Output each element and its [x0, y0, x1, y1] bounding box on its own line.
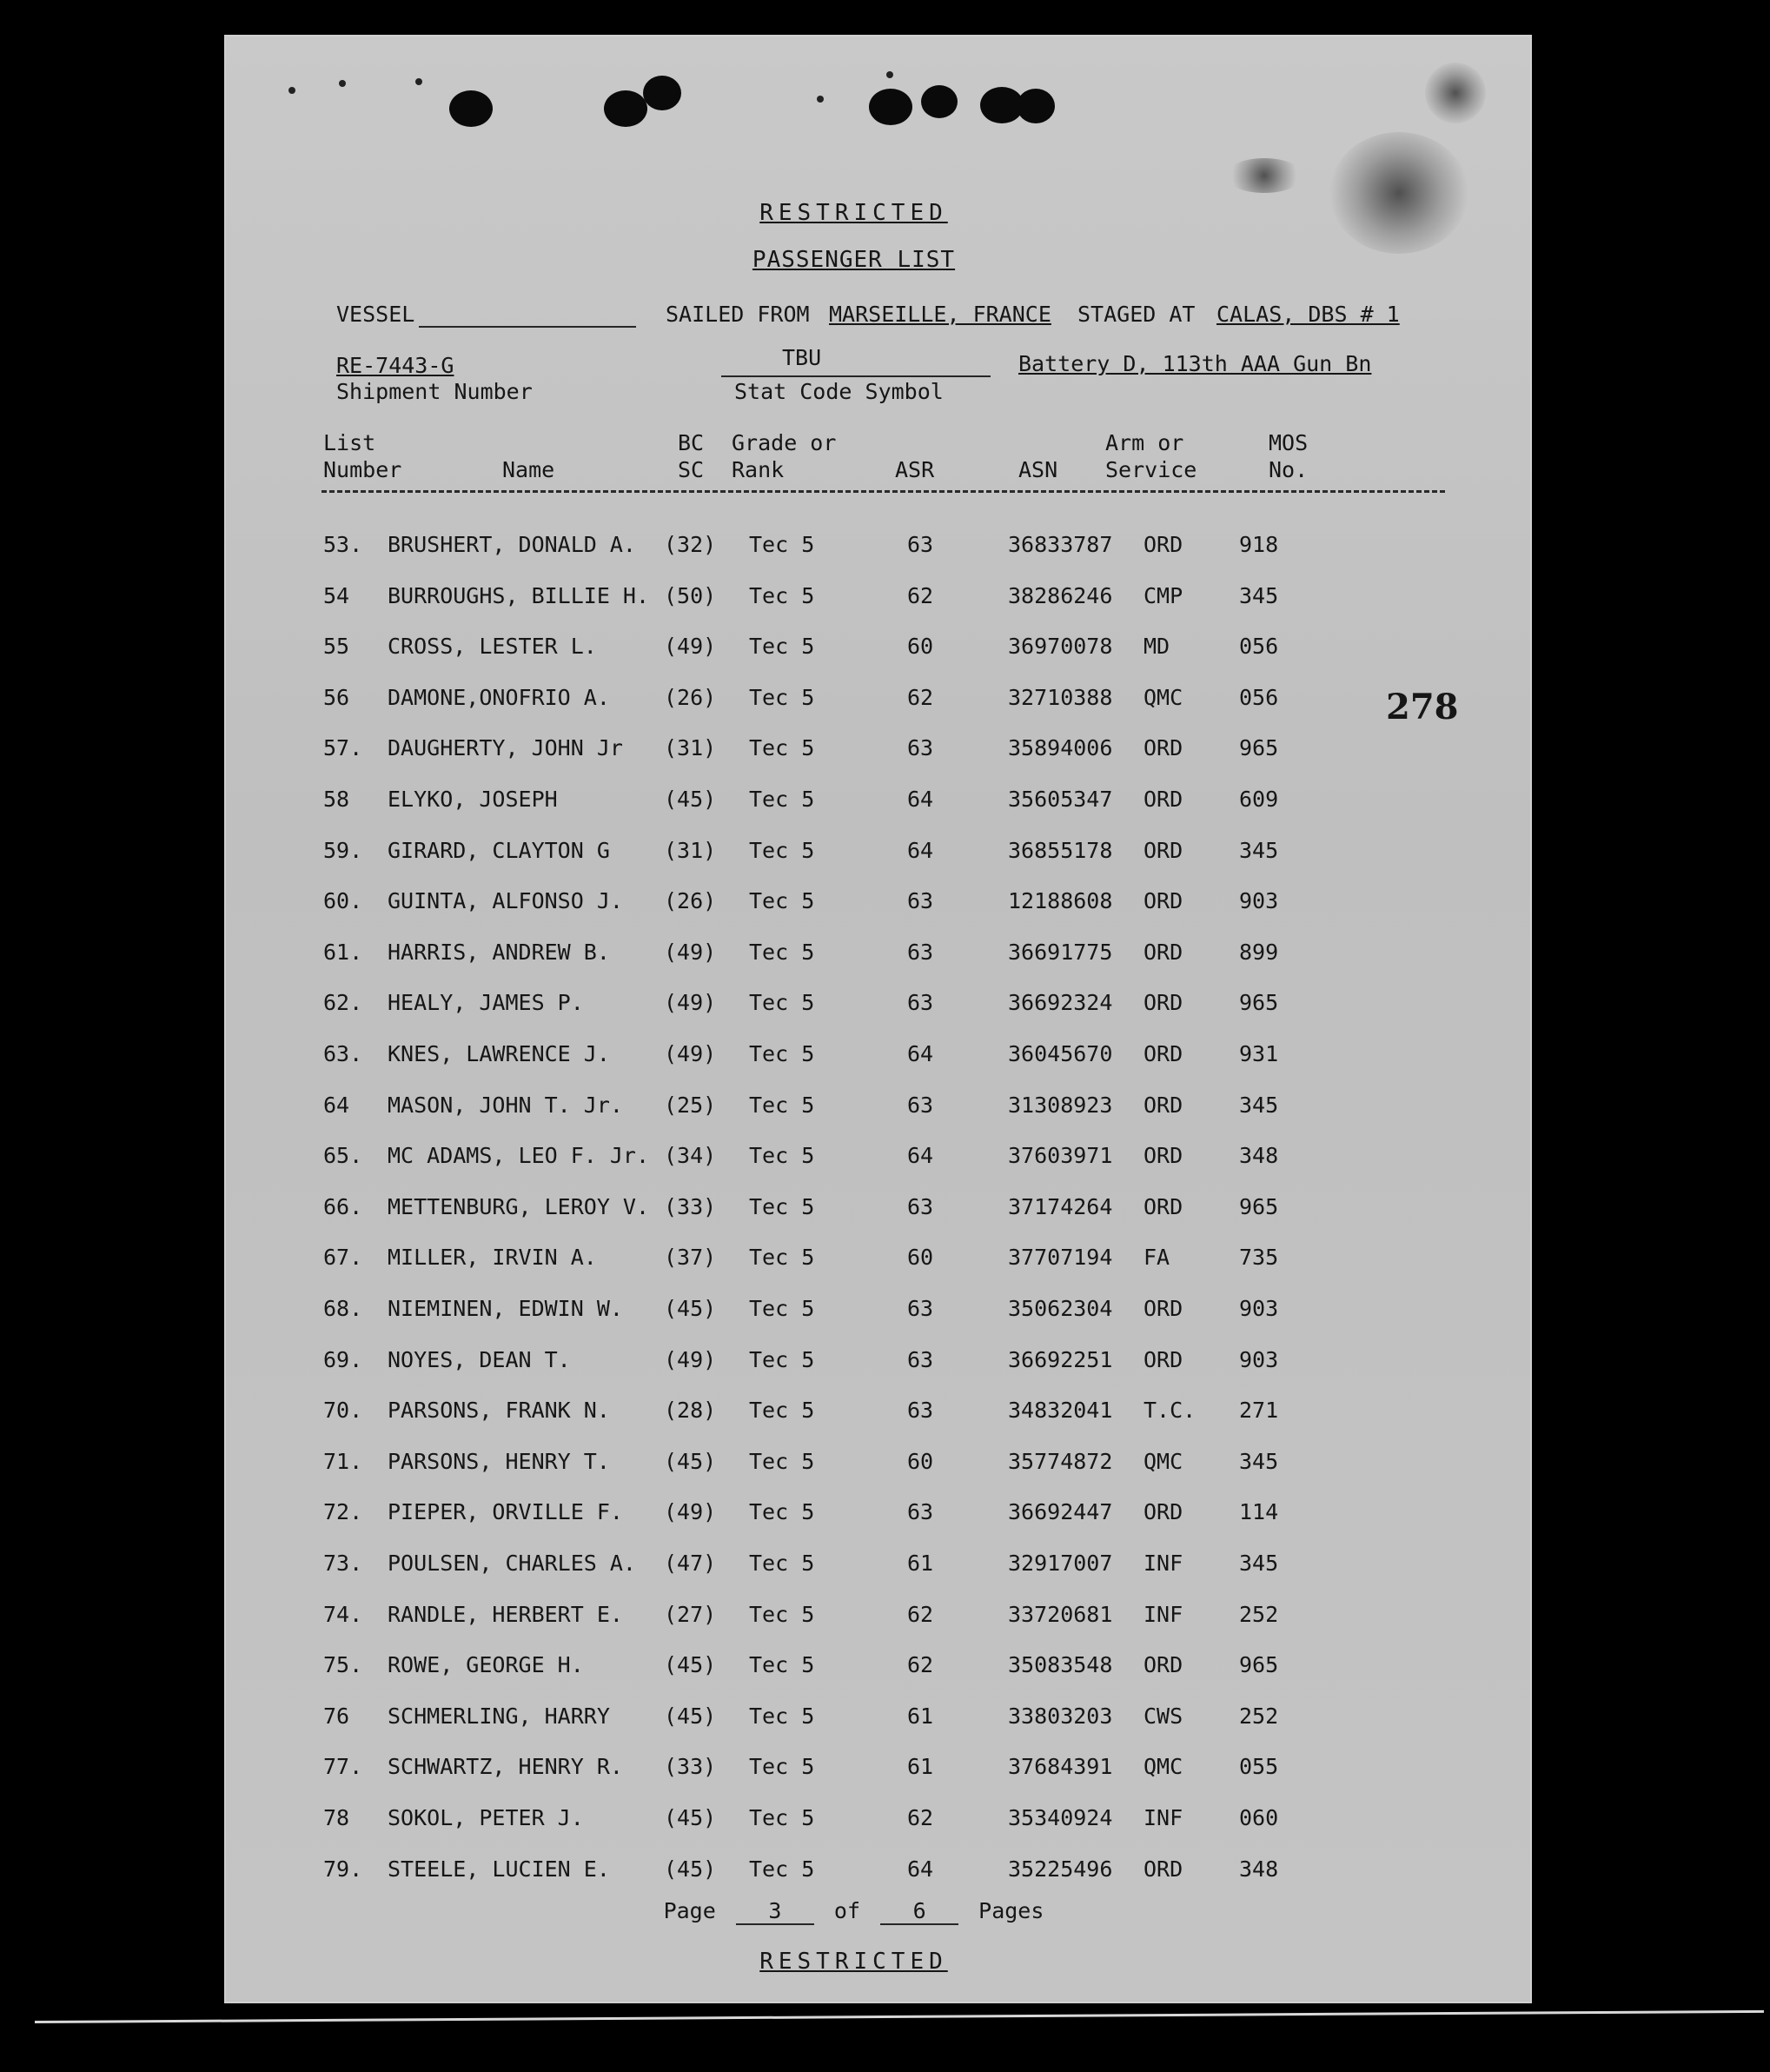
arm-service: QMC	[1144, 1754, 1183, 1780]
passenger-name: NIEMINEN, EDWIN W.	[388, 1296, 623, 1321]
asr-score: 63	[907, 1499, 934, 1525]
ink-smudge	[1329, 132, 1468, 254]
bc-sc-code: (33)	[664, 1193, 717, 1219]
grade-rank: Tec 5	[749, 1652, 815, 1678]
asn-serial: 36045670	[1008, 1041, 1113, 1066]
mos-number: 345	[1239, 837, 1279, 863]
list-number: 64	[323, 1092, 350, 1118]
mos-number: 903	[1239, 888, 1279, 914]
asn-serial: 37603971	[1008, 1143, 1113, 1169]
col-header-mos	[1269, 429, 1308, 483]
asr-score: 62	[907, 684, 934, 710]
bc-sc-code: (49)	[664, 1499, 717, 1525]
col-header-service: Service	[1105, 457, 1197, 482]
asr-score: 61	[907, 1754, 934, 1780]
list-number: 70.	[323, 1398, 363, 1424]
bc-sc-code: (32)	[664, 532, 717, 557]
asr-score: 64	[907, 1143, 934, 1169]
punch-hole	[643, 76, 681, 110]
arm-service: ORD	[1144, 787, 1183, 812]
list-number: 57.	[323, 735, 363, 761]
shipment-number-label: Shipment Number	[336, 379, 533, 404]
table-row	[226, 1398, 1530, 1448]
arm-service: ORD	[1144, 990, 1183, 1016]
asn-serial: 36691775	[1008, 939, 1113, 965]
mos-number: 965	[1239, 990, 1279, 1016]
bc-sc-code: (31)	[664, 837, 717, 863]
passenger-name: KNES, LAWRENCE J.	[388, 1041, 610, 1066]
header-divider	[322, 490, 1445, 493]
col-header-arm	[1105, 429, 1197, 483]
bc-sc-code: (26)	[664, 684, 717, 710]
mos-number: 965	[1239, 1193, 1279, 1219]
grade-rank: Tec 5	[749, 787, 815, 812]
table-row	[226, 1805, 1530, 1856]
page-title: PASSENGER LIST	[752, 247, 956, 273]
classification-top: RESTRICTED	[759, 200, 948, 226]
bc-sc-code: (49)	[664, 634, 717, 660]
asr-score: 63	[907, 1398, 934, 1424]
table-row	[226, 940, 1530, 990]
grade-rank: Tec 5	[749, 1703, 815, 1729]
passenger-name: SOKOL, PETER J.	[388, 1805, 584, 1830]
passenger-name: PIEPER, ORVILLE F.	[388, 1499, 623, 1525]
list-number: 53.	[323, 532, 363, 557]
arm-service: ORD	[1144, 1041, 1183, 1066]
asn-serial: 38286246	[1008, 582, 1113, 608]
arm-service: INF	[1144, 1601, 1183, 1627]
asn-serial: 32917007	[1008, 1551, 1113, 1576]
mos-number: 965	[1239, 1652, 1279, 1678]
passenger-name: METTENBURG, LEROY V.	[388, 1193, 650, 1219]
list-number: 54	[323, 582, 350, 608]
mos-number: 903	[1239, 1296, 1279, 1321]
mos-number: 965	[1239, 735, 1279, 761]
asn-serial: 12188608	[1008, 888, 1113, 914]
grade-rank: Tec 5	[749, 1398, 815, 1424]
table-row	[226, 888, 1530, 939]
list-number: 72.	[323, 1499, 363, 1525]
list-number: 75.	[323, 1652, 363, 1678]
bc-sc-code: (45)	[664, 1805, 717, 1830]
list-number: 76	[323, 1703, 350, 1729]
arm-service: INF	[1144, 1805, 1183, 1830]
bc-sc-code: (25)	[664, 1092, 717, 1118]
grade-rank: Tec 5	[749, 1193, 815, 1219]
table-row	[226, 1296, 1530, 1346]
arm-service: ORD	[1144, 1652, 1183, 1678]
table-row	[226, 1551, 1530, 1601]
mos-number: 345	[1239, 1092, 1279, 1118]
table-row	[226, 735, 1530, 786]
passenger-name: CROSS, LESTER L.	[388, 634, 597, 660]
grade-rank: Tec 5	[749, 1551, 815, 1576]
table-row	[226, 1041, 1530, 1092]
asn-serial: 37707194	[1008, 1245, 1113, 1271]
bc-sc-code: (45)	[664, 1856, 717, 1882]
arm-service: T.C.	[1144, 1398, 1197, 1424]
grade-rank: Tec 5	[749, 837, 815, 863]
list-number: 73.	[323, 1551, 363, 1576]
passenger-name: SCHWARTZ, HENRY R.	[388, 1754, 623, 1780]
asr-score: 63	[907, 1092, 934, 1118]
arm-service: CWS	[1144, 1703, 1183, 1729]
asn-serial: 34832041	[1008, 1398, 1113, 1424]
grade-rank: Tec 5	[749, 1346, 815, 1372]
table-row	[226, 1602, 1530, 1652]
arm-service: ORD	[1144, 532, 1183, 557]
list-number: 74.	[323, 1601, 363, 1627]
arm-service: ORD	[1144, 1143, 1183, 1169]
list-number: 56	[323, 684, 350, 710]
list-number: 65.	[323, 1143, 363, 1169]
arm-service: ORD	[1144, 1499, 1183, 1525]
table-row	[226, 685, 1530, 735]
passenger-name: ELYKO, JOSEPH	[388, 787, 558, 812]
arm-service: ORD	[1144, 1193, 1183, 1219]
mos-number: 252	[1239, 1601, 1279, 1627]
asr-score: 63	[907, 939, 934, 965]
of-label: of	[833, 1898, 861, 1923]
ink-smudge	[1225, 158, 1303, 193]
asn-serial: 33720681	[1008, 1601, 1113, 1627]
table-row	[226, 838, 1530, 888]
passenger-name: BRUSHERT, DONALD A.	[388, 532, 636, 557]
arm-service: MD	[1144, 634, 1170, 660]
passenger-name: RANDLE, HERBERT E.	[388, 1601, 623, 1627]
asr-score: 63	[907, 888, 934, 914]
mos-number: 903	[1239, 1346, 1279, 1372]
col-header-name: Name	[502, 457, 555, 482]
staged-at-label: STAGED AT	[1077, 302, 1196, 327]
arm-service: FA	[1144, 1245, 1170, 1271]
asn-serial: 37684391	[1008, 1754, 1113, 1780]
asr-score: 62	[907, 1652, 934, 1678]
col-header-asn: ASN	[1018, 457, 1058, 482]
total-pages: 6	[880, 1898, 958, 1925]
bc-sc-code: (45)	[664, 1448, 717, 1474]
list-number: 58	[323, 787, 350, 812]
arm-service: QMC	[1144, 684, 1183, 710]
list-number: 62.	[323, 990, 363, 1016]
asr-score: 63	[907, 990, 934, 1016]
grade-rank: Tec 5	[749, 1245, 815, 1271]
punch-hole	[869, 89, 912, 125]
speck	[288, 87, 295, 94]
list-number: 79.	[323, 1856, 363, 1882]
table-row	[226, 532, 1530, 582]
grade-rank: Tec 5	[749, 684, 815, 710]
shipment-number: RE-7443-G	[336, 353, 454, 378]
stat-code: TBU	[782, 345, 822, 370]
col-header-arm-or: Arm or	[1105, 430, 1184, 455]
asn-serial: 36833787	[1008, 532, 1113, 557]
grade-rank: Tec 5	[749, 1041, 815, 1066]
grade-rank: Tec 5	[749, 1499, 815, 1525]
asr-score: 60	[907, 1245, 934, 1271]
passenger-name: DAMONE,ONOFRIO A.	[388, 684, 610, 710]
grade-rank: Tec 5	[749, 1143, 815, 1169]
passenger-name: SCHMERLING, HARRY	[388, 1703, 610, 1729]
col-header-sc: SC	[678, 457, 705, 482]
col-header-grade-or: Grade or	[732, 430, 837, 455]
scan-edge-line	[35, 2010, 1764, 2023]
asr-score: 64	[907, 1041, 934, 1066]
col-header-mos-label: MOS	[1269, 430, 1309, 455]
mos-number: 055	[1239, 1754, 1279, 1780]
table-row	[226, 1143, 1530, 1193]
list-number: 77.	[323, 1754, 363, 1780]
asn-serial: 36692324	[1008, 990, 1113, 1016]
mos-number: 918	[1239, 532, 1279, 557]
stat-code-label: Stat Code Symbol	[734, 379, 944, 404]
passenger-name: STEELE, LUCIEN E.	[388, 1856, 610, 1882]
asr-score: 62	[907, 1805, 934, 1830]
passenger-name: GUINTA, ALFONSO J.	[388, 888, 623, 914]
bc-sc-code: (47)	[664, 1551, 717, 1576]
grade-rank: Tec 5	[749, 532, 815, 557]
bc-sc-code: (45)	[664, 1652, 717, 1678]
list-number: 55	[323, 634, 350, 660]
bc-sc-code: (49)	[664, 939, 717, 965]
table-row	[226, 583, 1530, 634]
passenger-name: DAUGHERTY, JOHN Jr	[388, 735, 623, 761]
asr-score: 64	[907, 1856, 934, 1882]
mos-number: 899	[1239, 939, 1279, 965]
passenger-name: GIRARD, CLAYTON G	[388, 837, 610, 863]
passenger-name: HARRIS, ANDREW B.	[388, 939, 610, 965]
punch-hole	[604, 90, 647, 127]
table-row	[226, 1347, 1530, 1398]
bc-sc-code: (49)	[664, 1041, 717, 1066]
col-header-list: List	[323, 430, 376, 455]
asn-serial: 35225496	[1008, 1856, 1113, 1882]
arm-service: ORD	[1144, 1092, 1183, 1118]
table-row	[226, 1449, 1530, 1499]
bc-sc-code: (27)	[664, 1601, 717, 1627]
mos-number: 735	[1239, 1245, 1279, 1271]
grade-rank: Tec 5	[749, 1296, 815, 1321]
passenger-name: MC ADAMS, LEO F. Jr.	[388, 1143, 650, 1169]
asr-score: 62	[907, 1601, 934, 1627]
asn-serial: 35083548	[1008, 1652, 1113, 1678]
bc-sc-code: (37)	[664, 1245, 717, 1271]
arm-service: ORD	[1144, 1346, 1183, 1372]
passenger-name: MASON, JOHN T. Jr.	[388, 1092, 623, 1118]
bc-sc-code: (31)	[664, 735, 717, 761]
arm-service: ORD	[1144, 837, 1183, 863]
asn-serial: 36855178	[1008, 837, 1113, 863]
classification-bottom: RESTRICTED	[759, 1949, 948, 1975]
list-number: 71.	[323, 1448, 363, 1474]
table-row	[226, 1703, 1530, 1754]
pages-label: Pages	[978, 1898, 1044, 1923]
mos-number: 345	[1239, 1448, 1279, 1474]
asr-score: 63	[907, 1193, 934, 1219]
asr-score: 60	[907, 634, 934, 660]
asn-serial: 36692447	[1008, 1499, 1113, 1525]
mos-number: 056	[1239, 684, 1279, 710]
col-header-bc-sc	[678, 429, 704, 483]
arm-service: CMP	[1144, 582, 1183, 608]
bc-sc-code: (49)	[664, 990, 717, 1016]
unit-designation: Battery D, 113th AAA Gun Bn	[1018, 351, 1372, 376]
list-number: 60.	[323, 888, 363, 914]
grade-rank: Tec 5	[749, 1856, 815, 1882]
table-row	[226, 1092, 1530, 1143]
list-number: 78	[323, 1805, 350, 1830]
grade-rank: Tec 5	[749, 1805, 815, 1830]
grade-rank: Tec 5	[749, 888, 815, 914]
asn-serial: 33803203	[1008, 1703, 1113, 1729]
asr-score: 63	[907, 532, 934, 557]
sailed-from-label: SAILED FROM	[666, 302, 810, 327]
table-row	[226, 787, 1530, 837]
mos-number: 931	[1239, 1041, 1279, 1066]
col-header-rank: Rank	[732, 457, 785, 482]
asr-score: 63	[907, 1346, 934, 1372]
mos-number: 345	[1239, 582, 1279, 608]
bc-sc-code: (34)	[664, 1143, 717, 1169]
grade-rank: Tec 5	[749, 1092, 815, 1118]
list-number: 59.	[323, 837, 363, 863]
asn-serial: 35605347	[1008, 787, 1113, 812]
passenger-name: ROWE, GEORGE H.	[388, 1652, 584, 1678]
arm-service: ORD	[1144, 888, 1183, 914]
asr-score: 64	[907, 787, 934, 812]
passenger-name: BURROUGHS, BILLIE H.	[388, 582, 650, 608]
col-header-bc: BC	[678, 430, 705, 455]
grade-rank: Tec 5	[749, 1754, 815, 1780]
asr-score: 63	[907, 1296, 934, 1321]
punch-hole	[449, 90, 493, 127]
asr-score: 60	[907, 1448, 934, 1474]
arm-service: QMC	[1144, 1448, 1183, 1474]
bc-sc-code: (49)	[664, 1346, 717, 1372]
asr-score: 61	[907, 1551, 934, 1576]
grade-rank: Tec 5	[749, 1601, 815, 1627]
mos-number: 252	[1239, 1703, 1279, 1729]
asn-serial: 36692251	[1008, 1346, 1113, 1372]
mos-number: 271	[1239, 1398, 1279, 1424]
passenger-name: PARSONS, FRANK N.	[388, 1398, 610, 1424]
passenger-name: MILLER, IRVIN A.	[388, 1245, 597, 1271]
passenger-name: NOYES, DEAN T.	[388, 1346, 571, 1372]
col-header-mos-no: No.	[1269, 457, 1309, 482]
grade-rank: Tec 5	[749, 735, 815, 761]
page-indicator	[202, 1898, 1506, 1925]
bc-sc-code: (28)	[664, 1398, 717, 1424]
mos-number: 348	[1239, 1856, 1279, 1882]
side-page-number: 278	[1386, 687, 1459, 727]
list-number: 68.	[323, 1296, 363, 1321]
mos-number: 345	[1239, 1551, 1279, 1576]
asn-serial: 37174264	[1008, 1193, 1113, 1219]
passenger-name: HEALY, JAMES P.	[388, 990, 584, 1016]
sailed-from-value: MARSEILLE, FRANCE	[829, 302, 1051, 327]
col-header-list-number	[323, 429, 401, 483]
page-label: Page	[663, 1898, 716, 1923]
speck	[415, 78, 422, 85]
list-number: 63.	[323, 1041, 363, 1066]
asn-serial: 35774872	[1008, 1448, 1113, 1474]
arm-service: ORD	[1144, 735, 1183, 761]
passenger-name: PARSONS, HENRY T.	[388, 1448, 610, 1474]
arm-service: INF	[1144, 1551, 1183, 1576]
mos-number: 609	[1239, 787, 1279, 812]
col-header-asr: ASR	[895, 457, 935, 482]
speck	[339, 80, 346, 87]
list-number: 69.	[323, 1346, 363, 1372]
bc-sc-code: (45)	[664, 1296, 717, 1321]
asr-score: 62	[907, 582, 934, 608]
grade-rank: Tec 5	[749, 990, 815, 1016]
arm-service: ORD	[1144, 1856, 1183, 1882]
asn-serial: 35894006	[1008, 735, 1113, 761]
grade-rank: Tec 5	[749, 939, 815, 965]
mos-number: 114	[1239, 1499, 1279, 1525]
staged-at-value: CALAS, DBS # 1	[1216, 302, 1400, 327]
table-row	[226, 1245, 1530, 1295]
punch-hole	[921, 85, 958, 118]
asn-serial: 35062304	[1008, 1296, 1113, 1321]
punch-hole	[1017, 89, 1055, 123]
col-header-grade	[732, 429, 836, 483]
stat-code-blank	[721, 375, 991, 377]
passenger-name: POULSEN, CHARLES A.	[388, 1551, 636, 1576]
asn-serial: 36970078	[1008, 634, 1113, 660]
bc-sc-code: (26)	[664, 888, 717, 914]
table-row	[226, 990, 1530, 1040]
bc-sc-code: (45)	[664, 1703, 717, 1729]
col-header-number: Number	[323, 457, 402, 482]
vessel-label: VESSEL	[336, 302, 415, 327]
grade-rank: Tec 5	[749, 1448, 815, 1474]
bc-sc-code: (50)	[664, 582, 717, 608]
asn-serial: 31308923	[1008, 1092, 1113, 1118]
bc-sc-code: (33)	[664, 1754, 717, 1780]
table-row	[226, 634, 1530, 684]
grade-rank: Tec 5	[749, 582, 815, 608]
list-number: 61.	[323, 939, 363, 965]
bc-sc-code: (45)	[664, 787, 717, 812]
table-row	[226, 1499, 1530, 1550]
asr-score: 61	[907, 1703, 934, 1729]
table-row	[226, 1754, 1530, 1804]
list-number: 66.	[323, 1193, 363, 1219]
asr-score: 64	[907, 837, 934, 863]
asr-score: 63	[907, 735, 934, 761]
speck	[817, 96, 824, 103]
grade-rank: Tec 5	[749, 634, 815, 660]
table-row	[226, 1652, 1530, 1703]
mos-number: 056	[1239, 634, 1279, 660]
asn-serial: 32710388	[1008, 684, 1113, 710]
vessel-blank	[419, 326, 636, 328]
ink-smudge	[1425, 63, 1486, 123]
mos-number: 060	[1239, 1805, 1279, 1830]
mos-number: 348	[1239, 1143, 1279, 1169]
table-row	[226, 1194, 1530, 1245]
arm-service: ORD	[1144, 1296, 1183, 1321]
page-number: 3	[736, 1898, 814, 1925]
speck	[886, 71, 893, 78]
asn-serial: 35340924	[1008, 1805, 1113, 1830]
document-page	[224, 35, 1532, 2003]
list-number: 67.	[323, 1245, 363, 1271]
arm-service: ORD	[1144, 939, 1183, 965]
